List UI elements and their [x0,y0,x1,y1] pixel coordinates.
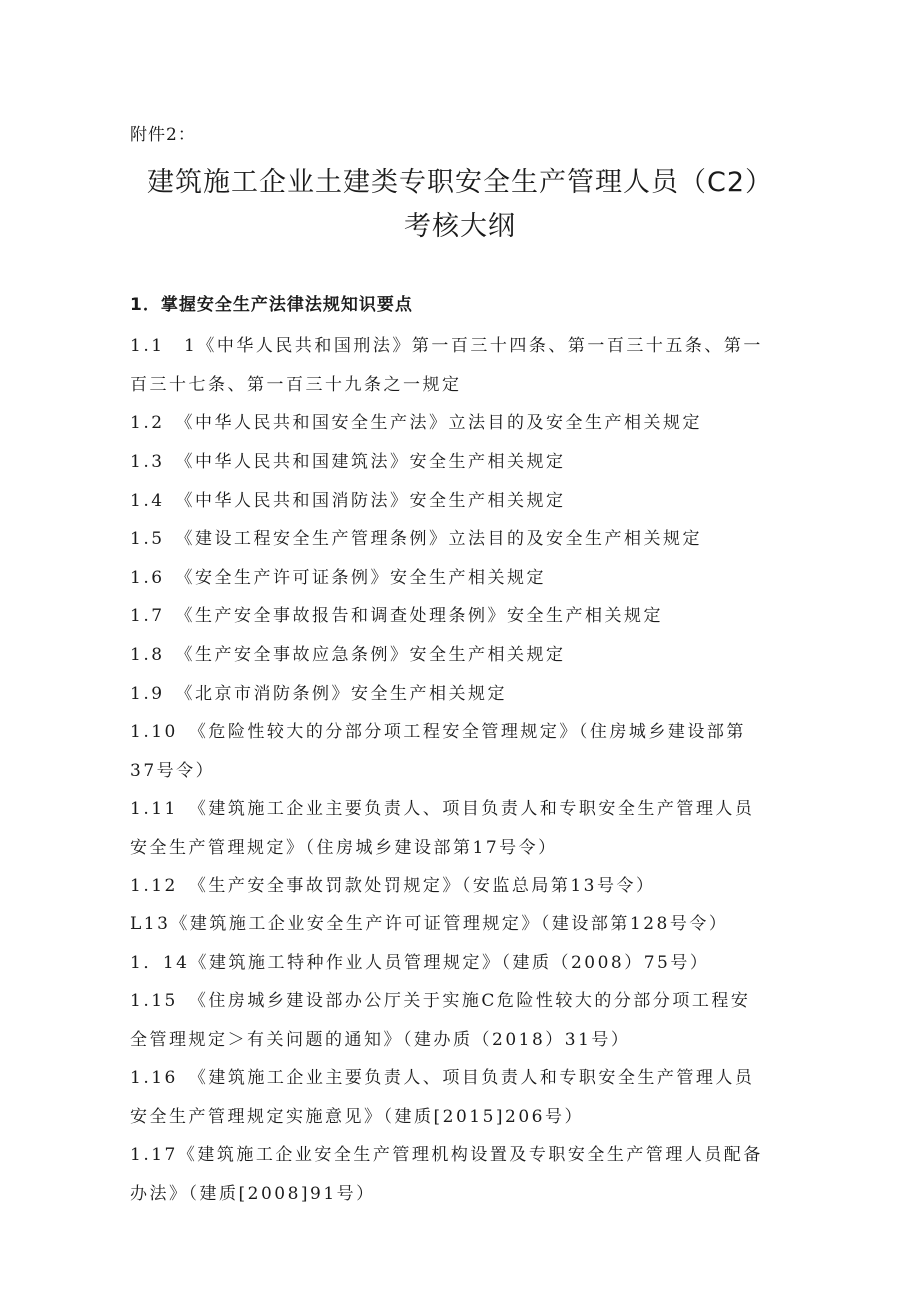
list-item [130,982,790,1060]
list-item [130,944,790,983]
list-item [130,404,790,443]
list-item-line: 1.6 《安全生产许可证条例》安全生产相关规定 [130,568,547,588]
list-item [130,867,790,906]
list-item [130,1059,790,1137]
list-item-line: L13《建筑施工企业安全生产许可证管理规定》（建设部第128号令） [130,914,729,934]
list-item-line: 1.16 《建筑施工企业主要负责人、项目负责人和专职安全生产管理人员 [130,1068,755,1088]
section-heading: 1．掌握安全生产法律法规知识要点 [130,295,413,315]
list-item [130,597,790,636]
list-item-line: 安全生产管理规定实施意见》（建质[2015]206号） [130,1107,584,1127]
list-item-line: 安全生产管理规定》（住房城乡建设部第17号令） [130,838,558,858]
list-item [130,559,790,598]
list-item-line: 1.4 《中华人民共和国消防法》安全生产相关规定 [130,491,566,511]
list-item-line: 1.15 《住房城乡建设部办公厅关于实施C危险性较大的分部分项工程安 [130,991,751,1011]
list-item [130,482,790,521]
list-item-line: 1.2 《中华人民共和国安全生产法》立法目的及安全生产相关规定 [130,413,703,433]
list-item [130,713,790,791]
list-item-line: 1.7 《生产安全事故报告和调查处理条例》安全生产相关规定 [130,606,664,626]
document-subtitle: 考核大纲 [404,211,516,242]
list-item [130,905,790,944]
list-item [130,790,790,868]
list-item-line: 1.17《建筑施工企业安全生产管理机构设置及专职安全生产管理人员配备 [130,1145,763,1165]
list-item-line: 1.3 《中华人民共和国建筑法》安全生产相关规定 [130,452,566,472]
list-item [130,520,790,559]
list-item-line: 全管理规定＞有关问题的通知》（建办质（2018）31号） [130,1030,631,1050]
list-item [130,1136,790,1214]
list-item-line: 1.1 1《中华人民共和国刑法》第一百三十四条、第一百三十五条、第一 [130,336,763,356]
list-item-line: 1.12 《生产安全事故罚款处罚规定》（安监总局第13号令） [130,876,656,896]
document-title: 建筑施工企业土建类专职安全生产管理人员（C2） [146,167,774,198]
list-item [130,636,790,675]
list-item-line: 1.9 《北京市消防条例》安全生产相关规定 [130,684,508,704]
list-item-line: 办法》（建质[2008]91号） [130,1184,376,1204]
list-item [130,327,790,405]
list-item-line: 1.5 《建设工程安全生产管理条例》立法目的及安全生产相关规定 [130,529,703,549]
list-item-line: 百三十七条、第一百三十九条之一规定 [130,375,462,395]
attachment-label: 附件2： [130,125,196,145]
list-item-line: 37号令） [130,761,216,781]
list-item [130,675,790,714]
list-item-line: 1．14《建筑施工特种作业人员管理规定》（建质（2008）75号） [130,953,710,973]
list-item-line: 1.11 《建筑施工企业主要负责人、项目负责人和专职安全生产管理人员 [130,799,755,819]
list-item [130,443,790,482]
list-item-line: 1.8 《生产安全事故应急条例》安全生产相关规定 [130,645,566,665]
list-item-line: 1.10 《危险性较大的分部分项工程安全管理规定》（住房城乡建设部第 [130,722,746,742]
